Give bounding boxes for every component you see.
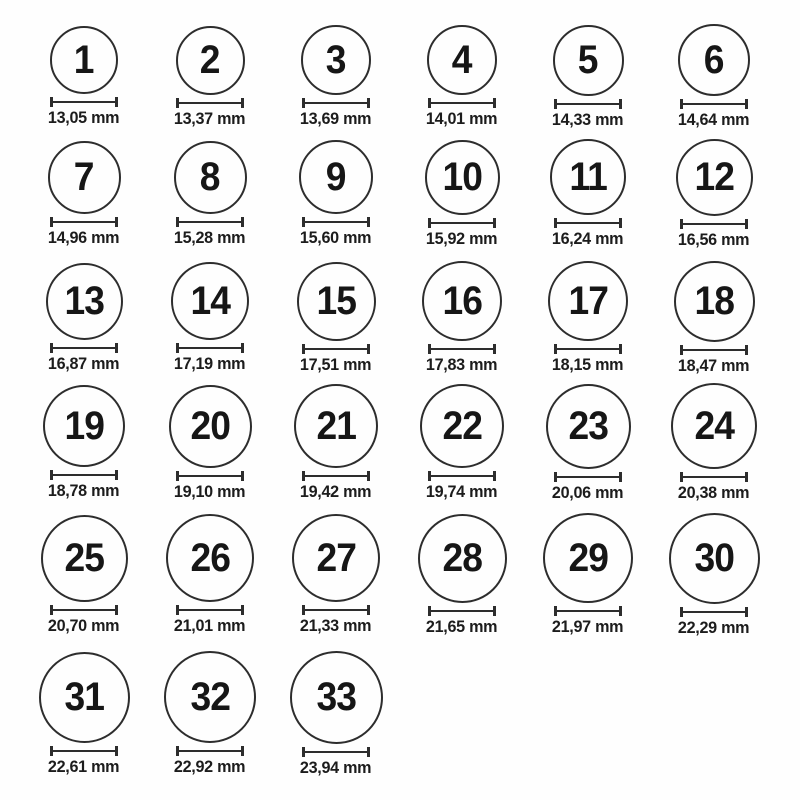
diameter-measure-line	[302, 344, 370, 354]
ring-size-cell	[147, 26, 273, 129]
diameter-measure-line	[680, 99, 748, 109]
diameter-measure-line	[50, 343, 118, 353]
size-number: 26	[190, 536, 230, 580]
ring-circle	[671, 383, 757, 469]
diameter-measure-line	[50, 217, 118, 227]
diameter-measure-line	[176, 98, 244, 108]
ring-size-cell	[147, 514, 273, 636]
diameter-label: 19,74 mm	[426, 482, 498, 501]
diameter-measure-line	[428, 98, 496, 108]
size-number: 10	[442, 155, 482, 199]
diameter-measure-line	[302, 98, 370, 108]
size-number: 3	[326, 38, 346, 82]
diameter-measure-line	[680, 472, 748, 482]
ring-size-cell	[147, 385, 273, 502]
size-number: 33	[316, 675, 356, 719]
ring-circle	[48, 141, 121, 214]
diameter-measure-line	[302, 471, 370, 481]
size-number: 19	[64, 404, 104, 448]
ring-circle	[292, 514, 380, 602]
ring-size-cell	[273, 25, 399, 129]
diameter-measure-line	[428, 606, 496, 616]
ring-circle	[166, 514, 254, 602]
diameter-measure-line	[554, 472, 622, 482]
size-number: 31	[64, 675, 104, 719]
diameter-measure-line	[50, 470, 118, 480]
ring-circle	[46, 263, 123, 340]
ring-size-cell	[21, 141, 147, 248]
ring-size-cell	[273, 384, 399, 502]
diameter-measure-line	[554, 99, 622, 109]
size-number: 12	[694, 155, 734, 199]
ring-circle	[176, 26, 245, 95]
ring-size-cell	[399, 261, 525, 375]
size-number: 15	[316, 279, 356, 323]
ring-size-cell	[273, 514, 399, 636]
diameter-measure-line	[554, 218, 622, 228]
size-number: 1	[74, 38, 94, 82]
ring-size-cell	[273, 651, 399, 778]
ring-size-cell	[525, 261, 651, 375]
diameter-label: 20,38 mm	[678, 483, 750, 502]
ring-circle	[425, 140, 500, 215]
size-number: 27	[316, 536, 356, 580]
ring-circle	[297, 262, 376, 341]
size-number: 7	[74, 155, 94, 199]
size-number: 9	[326, 155, 346, 199]
ring-circle	[543, 513, 633, 603]
ring-size-cell	[651, 139, 777, 250]
ring-circle	[169, 385, 252, 468]
ring-circle	[39, 652, 130, 743]
diameter-label: 14,01 mm	[426, 109, 498, 128]
ring-circle	[669, 513, 760, 604]
ring-circle	[546, 384, 631, 469]
diameter-label: 13,05 mm	[48, 108, 120, 127]
diameter-label: 21,33 mm	[300, 616, 372, 635]
diameter-label: 18,15 mm	[552, 355, 624, 374]
ring-circle	[553, 25, 624, 96]
ring-size-cell	[651, 513, 777, 638]
ring-circle	[171, 262, 249, 340]
diameter-label: 13,37 mm	[174, 108, 246, 128]
diameter-label: 21,97 mm	[552, 617, 624, 636]
size-number: 24	[694, 404, 734, 448]
ring-size-cell	[399, 514, 525, 637]
ring-size-cell	[273, 140, 399, 248]
diameter-label: 17,51 mm	[300, 354, 372, 374]
size-number: 20	[190, 404, 230, 448]
diameter-label: 22,92 mm	[174, 757, 246, 776]
diameter-label: 18,78 mm	[48, 481, 120, 500]
ring-circle	[41, 515, 128, 602]
ring-size-cell	[21, 652, 147, 777]
ring-circle	[294, 384, 378, 468]
ring-size-cell	[273, 262, 399, 375]
ring-size-cell	[147, 141, 273, 248]
ring-size-cell	[399, 140, 525, 249]
diameter-measure-line	[176, 343, 244, 353]
size-number: 25	[64, 536, 104, 580]
diameter-label: 21,01 mm	[174, 616, 246, 635]
diameter-label: 14,96 mm	[48, 227, 120, 247]
size-number: 30	[694, 536, 734, 580]
ring-circle	[50, 26, 118, 94]
diameter-label: 16,87 mm	[48, 353, 120, 373]
size-number: 6	[704, 38, 724, 82]
ring-size-cell	[399, 25, 525, 129]
size-number: 17	[568, 279, 608, 323]
ring-circle	[43, 385, 125, 467]
ring-circle	[290, 651, 383, 744]
diameter-measure-line	[302, 605, 370, 615]
diameter-label: 17,83 mm	[426, 355, 498, 374]
ring-circle	[174, 141, 247, 214]
size-number: 5	[578, 38, 598, 82]
ring-circle	[420, 384, 504, 468]
diameter-label: 20,70 mm	[48, 615, 120, 635]
size-number: 2	[200, 38, 220, 82]
diameter-measure-line	[176, 746, 244, 756]
diameter-label: 23,94 mm	[300, 757, 372, 777]
diameter-label: 18,47 mm	[678, 355, 750, 375]
diameter-measure-line	[176, 217, 244, 227]
diameter-measure-line	[428, 218, 496, 228]
ring-circle	[674, 261, 755, 342]
diameter-measure-line	[680, 345, 748, 355]
ring-circle	[427, 25, 497, 95]
diameter-label: 22,29 mm	[678, 617, 750, 637]
ring-circle	[299, 140, 373, 214]
diameter-measure-line	[176, 605, 244, 615]
size-number: 13	[64, 279, 104, 323]
size-number: 4	[452, 38, 472, 82]
diameter-label: 21,65 mm	[426, 616, 498, 636]
diameter-label: 14,33 mm	[552, 109, 624, 129]
diameter-measure-line	[176, 471, 244, 481]
diameter-label: 17,19 mm	[174, 354, 246, 373]
ring-size-cell	[21, 385, 147, 501]
ring-size-cell	[525, 139, 651, 249]
ring-circle	[550, 139, 626, 215]
diameter-measure-line	[428, 344, 496, 354]
size-number: 16	[442, 279, 482, 323]
ring-circle	[548, 261, 628, 341]
ring-circle	[678, 24, 750, 96]
ring-size-cell	[147, 262, 273, 374]
diameter-measure-line	[50, 97, 118, 107]
size-number: 14	[190, 279, 230, 323]
diameter-measure-line	[428, 471, 496, 481]
size-number: 11	[569, 155, 607, 199]
size-number: 22	[442, 404, 482, 448]
diameter-label: 15,92 mm	[426, 228, 498, 248]
ring-size-cell	[651, 24, 777, 130]
size-number: 18	[694, 279, 734, 323]
diameter-measure-line	[680, 219, 748, 229]
ring-size-cell	[21, 263, 147, 374]
size-number: 29	[568, 536, 608, 580]
ring-size-cell	[651, 261, 777, 376]
size-number: 8	[200, 155, 220, 199]
ring-size-cell	[651, 383, 777, 503]
diameter-measure-line	[50, 605, 118, 615]
ring-size-cell	[21, 515, 147, 636]
ring-size-cell	[525, 25, 651, 130]
diameter-measure-line	[680, 607, 748, 617]
diameter-label: 15,60 mm	[300, 228, 372, 247]
diameter-measure-line	[554, 606, 622, 616]
diameter-measure-line	[302, 747, 370, 757]
ring-circle	[676, 139, 753, 216]
ring-circle	[418, 514, 507, 603]
ring-size-cell	[399, 384, 525, 502]
ring-circle	[422, 261, 502, 341]
size-number: 23	[568, 404, 608, 448]
diameter-label: 16,56 mm	[678, 229, 750, 249]
diameter-label: 19,42 mm	[300, 482, 372, 501]
ring-size-cell	[525, 513, 651, 637]
size-number: 21	[316, 404, 356, 448]
diameter-label: 16,24 mm	[552, 229, 624, 248]
ring-size-cell	[21, 26, 147, 128]
size-number: 32	[190, 675, 230, 719]
size-number: 28	[442, 536, 482, 580]
diameter-label: 13,69 mm	[300, 109, 372, 128]
ring-circle	[164, 651, 256, 743]
diameter-measure-line	[554, 344, 622, 354]
diameter-label: 15,28 mm	[174, 227, 246, 247]
ring-size-cell	[147, 651, 273, 777]
diameter-label: 22,61 mm	[48, 756, 120, 776]
diameter-label: 14,64 mm	[678, 110, 750, 129]
ring-size-cell	[525, 384, 651, 503]
diameter-measure-line	[302, 217, 370, 227]
diameter-label: 20,06 mm	[552, 482, 624, 502]
diameter-label: 19,10 mm	[174, 481, 246, 501]
ring-circle	[301, 25, 371, 95]
diameter-measure-line	[50, 746, 118, 756]
